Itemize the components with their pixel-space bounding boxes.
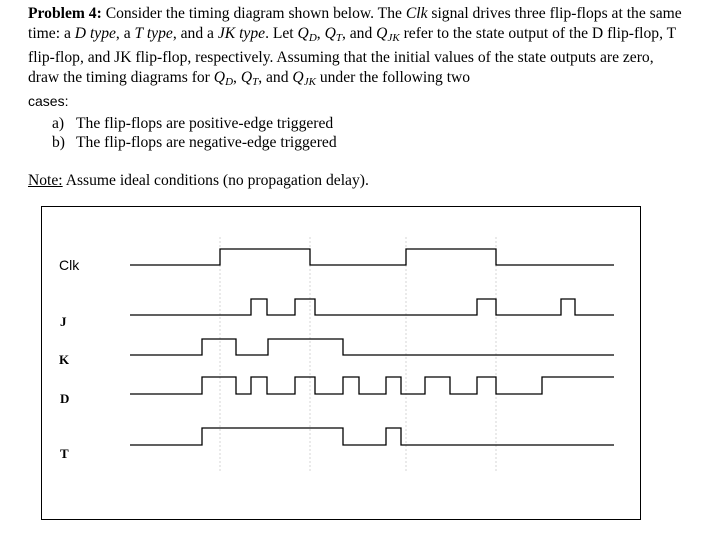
note-label: Note:	[28, 172, 63, 189]
waveform-j	[130, 299, 614, 315]
timing-diagram	[41, 206, 641, 520]
timing-diagram-svg	[42, 207, 642, 521]
problem-label: Problem 4:	[28, 5, 102, 22]
problem-statement: Problem 4: Consider the timing diagram shown below. The Clk signal drives three flip-flops at the same time: a D type, a T type, and a JK type. Let $Q_D$, $Q_T$, and $Q_{JK}$ refer to the state output of the D flip-flop, T flip-flop, and JK flip-flop, respectively. Assuming that the initial values of the state outputs are zero, draw the timing diagrams for $Q_D$, $Q_T$, and $Q_{JK}$ under the following two cases:	[28, 5, 682, 109]
qt-symbol: $Q_T$	[324, 24, 342, 44]
signal-label-clk: Clk	[59, 257, 80, 273]
waveform-clk	[130, 249, 614, 265]
note-text: Assume ideal conditions (no propagation delay).	[65, 172, 369, 189]
qd-symbol: $Q_D$	[297, 24, 317, 44]
waveform-t	[130, 428, 614, 445]
note	[28, 172, 369, 190]
signal-label-d: D	[60, 391, 70, 406]
waveform-k	[130, 339, 614, 355]
signal-label-j: J	[60, 314, 67, 329]
case-item-b: b) The flip-flops are negative-edge triggered	[52, 134, 337, 151]
case-item-a: a) The flip-flops are positive-edge triggered	[52, 115, 334, 132]
signal-label-k: K	[59, 352, 70, 367]
qjk-symbol: $Q_{JK}$	[376, 24, 400, 44]
waveform-d	[130, 377, 614, 394]
cases-word: cases:	[28, 93, 69, 109]
cases-list	[52, 114, 337, 152]
signal-label-t: T	[60, 446, 69, 461]
